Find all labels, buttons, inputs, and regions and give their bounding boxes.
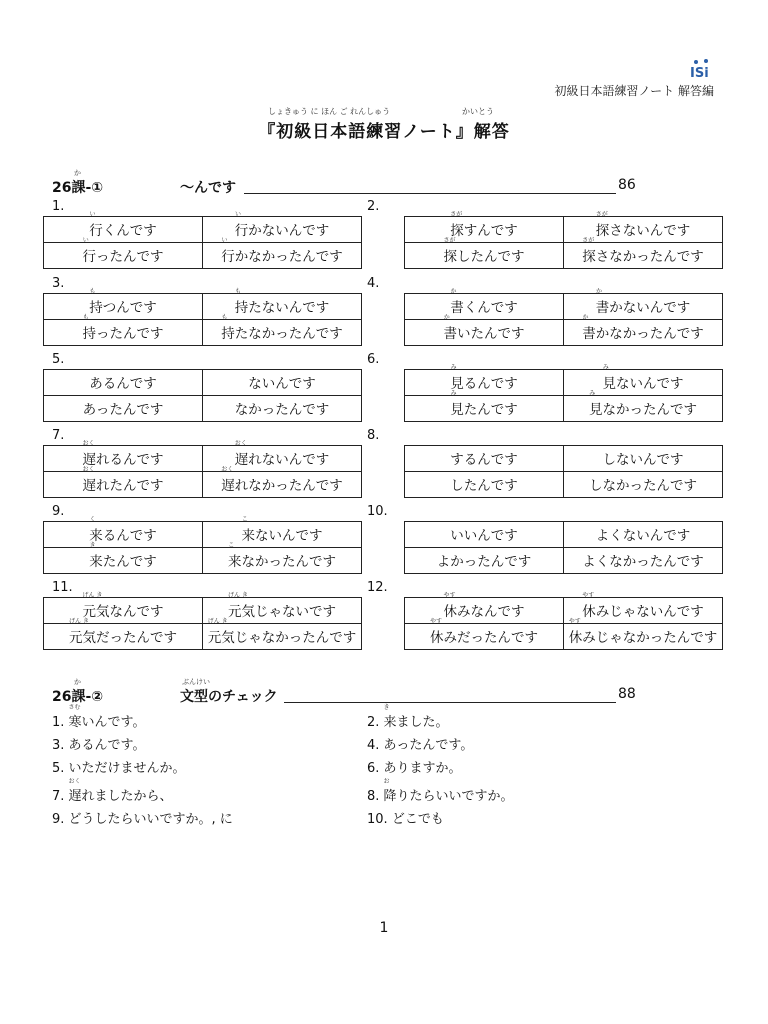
check-answer (52, 734, 146, 753)
conjugation-text: 元気なんです (82, 604, 164, 620)
furigana: い (235, 211, 242, 218)
conjugation-cell (405, 314, 564, 346)
check-text: 寒いんです。 (68, 715, 146, 730)
conjugation-table (404, 288, 723, 346)
conjugation-text: 見ないんです (602, 376, 684, 392)
check-content (384, 757, 462, 776)
check-content (383, 704, 449, 730)
title-ruby-answer: かいとう (462, 107, 494, 116)
cell-content (82, 237, 164, 268)
conjugation-cell (44, 440, 203, 472)
cell-content (603, 448, 684, 471)
check-text: あったんです。 (383, 738, 474, 753)
conjugation-cell (405, 522, 564, 548)
cell-content (596, 524, 691, 547)
conjugation-table (404, 445, 723, 498)
exercise-number: 8. (367, 428, 380, 443)
logo-text: ISi (690, 66, 709, 80)
conjugation-cell (405, 364, 564, 396)
furigana: おく (68, 778, 81, 785)
conjugation-cell (564, 446, 723, 472)
check-number: 1. (52, 715, 65, 730)
cell-content (443, 592, 525, 623)
lesson-1-underline (244, 193, 616, 194)
conjugation-cell (203, 237, 362, 269)
exercise-number: 5. (52, 352, 65, 367)
check-text: いただけませんか。 (68, 761, 186, 776)
furigana: か (450, 288, 457, 295)
conjugation-cell (44, 211, 203, 243)
table-row (405, 320, 723, 346)
conjugation-text: 探すんです (450, 223, 518, 239)
conjugation-text: しないんです (602, 452, 684, 468)
conjugation-text: 元気じゃなかったんです (207, 630, 357, 646)
cell-content (589, 390, 697, 421)
conjugation-text: 休みなんです (443, 604, 525, 620)
conjugation-text: 探さないんです (595, 223, 691, 239)
furigana: い (221, 237, 228, 244)
conjugation-table (404, 592, 723, 650)
furigana: も (221, 314, 228, 321)
conjugation-cell (44, 396, 203, 422)
exercise-number: 10. (367, 504, 388, 519)
conjugation-cell (44, 466, 203, 498)
conjugation-cell (564, 390, 723, 422)
furigana: やす (568, 618, 581, 625)
conjugation-text: 休みだったんです (430, 630, 538, 646)
page-title: 『初級日本語練習ノート』解答 (258, 122, 510, 142)
cell-content (228, 542, 336, 573)
check-content (384, 734, 474, 753)
cell-content (221, 237, 343, 268)
furigana: も (235, 288, 242, 295)
check-answer (52, 778, 173, 804)
furigana: い (89, 211, 96, 218)
conjugation-text: 行くんです (89, 223, 157, 239)
furigana: げん き (207, 618, 228, 625)
cell-content (450, 524, 518, 547)
conjugation-cell (405, 548, 564, 574)
cell-content (221, 314, 343, 345)
conjugation-text: 見たんです (450, 402, 518, 418)
cell-content (602, 364, 684, 395)
lesson-2-label: 26課-② (52, 689, 104, 705)
furigana: も (89, 288, 96, 295)
check-text: どこでも (391, 812, 444, 827)
conjugation-text: よかったんです (436, 554, 532, 570)
cell-content (582, 314, 704, 345)
furigana: み (602, 364, 609, 371)
furigana: く (89, 516, 96, 523)
cell-content (443, 314, 525, 345)
exercise-number: 11. (52, 580, 73, 595)
conjugation-text: 書いたんです (443, 326, 525, 342)
furigana: げん き (69, 618, 89, 625)
furigana: か (582, 314, 589, 321)
exercise-number: 6. (367, 352, 380, 367)
check-content (383, 778, 514, 804)
cell-content (241, 516, 323, 547)
check-content (392, 808, 444, 827)
conjugation-cell (203, 466, 362, 498)
furigana: み (450, 364, 457, 371)
cell-content (450, 448, 518, 471)
lesson-2-label-ruby: か (74, 678, 81, 686)
conjugation-cell (44, 314, 203, 346)
furigana: げん き (82, 592, 103, 599)
conjugation-text: 探さなかったんです (582, 249, 704, 265)
conjugation-cell (44, 370, 203, 396)
conjugation-cell (564, 472, 723, 498)
conjugation-table (43, 516, 362, 574)
furigana: み (589, 390, 596, 397)
table-row (405, 624, 723, 650)
conjugation-cell (564, 522, 723, 548)
conjugation-text: 書かなかったんです (582, 326, 704, 342)
conjugation-cell (44, 288, 203, 320)
cell-content (450, 211, 518, 242)
furigana: やす (582, 592, 595, 599)
conjugation-cell (405, 288, 564, 320)
cell-content (450, 364, 518, 395)
check-number: 3. (52, 738, 65, 753)
furigana: おく (82, 466, 95, 473)
furigana: さが (582, 237, 595, 244)
cell-content (82, 314, 164, 345)
conjugation-cell (203, 396, 362, 422)
conjugation-text: 行かなかったんです (221, 249, 343, 265)
furigana: き (383, 704, 390, 711)
conjugation-text: なかったんです (234, 402, 330, 418)
conjugation-text: 遅れないんです (234, 452, 330, 468)
conjugation-cell (564, 237, 723, 269)
conjugation-table (43, 369, 362, 422)
cell-content (207, 618, 357, 649)
cell-content (234, 288, 330, 319)
conjugation-table (404, 521, 723, 574)
cell-content (443, 237, 525, 268)
furigana: こ (228, 542, 235, 549)
conjugation-cell (203, 370, 362, 396)
furigana: さが (450, 211, 463, 218)
table-row (405, 243, 723, 269)
conjugation-text: しなかったんです (589, 478, 697, 494)
conjugation-text: 休みじゃなかったんです (568, 630, 718, 646)
conjugation-cell (203, 314, 362, 346)
check-text: 来ました。 (383, 715, 449, 730)
check-number: 4. (367, 738, 380, 753)
conjugation-text: 来ないんです (241, 528, 323, 544)
furigana: さが (443, 237, 456, 244)
furigana: げん き (228, 592, 248, 599)
check-answer (52, 757, 186, 776)
table-row (44, 598, 362, 624)
cell-content (69, 618, 177, 649)
cell-content (89, 288, 157, 319)
conjugation-text: 探したんです (443, 249, 525, 265)
cell-content (89, 211, 157, 242)
conjugation-cell (405, 390, 564, 422)
cell-content (89, 516, 157, 547)
furigana: か (443, 314, 450, 321)
furigana: さが (595, 211, 608, 218)
furigana: い (82, 237, 89, 244)
table-row (44, 320, 362, 346)
table-row (44, 294, 362, 320)
cell-content (82, 466, 164, 497)
conjugation-cell (44, 237, 203, 269)
exercise-number: 12. (367, 580, 388, 595)
conjugation-text: 来なかったんです (228, 554, 336, 570)
exercise-number: 2. (367, 199, 380, 214)
cell-content (235, 398, 330, 421)
conjugation-text: 行ったんです (82, 249, 164, 265)
table-row (405, 472, 723, 498)
cell-content (248, 372, 316, 395)
cell-content (89, 542, 157, 573)
check-content (69, 757, 186, 776)
check-text: 遅れましたから、 (68, 789, 173, 804)
cell-content (595, 288, 691, 319)
conjugation-cell (203, 516, 362, 548)
conjugation-cell (564, 592, 723, 624)
conjugation-text: 遅れるんです (82, 452, 164, 468)
check-text: どうしたらいいですか。, に (68, 812, 233, 827)
table-row (405, 446, 723, 472)
conjugation-text: 遅れたんです (82, 478, 164, 494)
check-number: 8. (367, 789, 380, 804)
conjugation-text: 書くんです (450, 300, 518, 316)
cell-content (234, 211, 330, 242)
conjugation-cell (203, 618, 362, 650)
conjugation-text: 元気だったんです (69, 630, 177, 646)
furigana: さむ (68, 704, 81, 711)
conjugation-cell (44, 592, 203, 624)
cell-content (89, 372, 157, 395)
check-answer (367, 757, 462, 776)
conjugation-table (404, 364, 723, 422)
check-answer (52, 704, 146, 730)
cell-content (437, 550, 532, 573)
conjugation-table (404, 211, 723, 269)
check-text: ありますか。 (383, 761, 462, 776)
check-number: 6. (367, 761, 380, 776)
cell-content (234, 440, 330, 471)
conjugation-cell (405, 211, 564, 243)
check-number: 2. (367, 715, 380, 730)
furigana: か (596, 288, 603, 295)
table-row (44, 396, 362, 422)
exercise-number: 3. (52, 276, 65, 291)
conjugation-text: するんです (450, 452, 518, 468)
lesson-2-page: 88 (618, 686, 636, 702)
conjugation-cell (203, 542, 362, 574)
conjugation-cell (405, 592, 564, 624)
conjugation-cell (44, 516, 203, 548)
check-answer (367, 808, 444, 827)
cell-content (582, 550, 704, 573)
lesson-1-label: 26課-① (52, 180, 104, 196)
check-answer (52, 808, 233, 827)
conjugation-text: よくないんです (595, 528, 691, 544)
table-row (405, 294, 723, 320)
table-row (405, 522, 723, 548)
check-text: あるんです。 (68, 738, 146, 753)
conjugation-cell (564, 618, 723, 650)
lesson-1-page: 86 (618, 177, 636, 193)
exercise-number: 9. (52, 504, 65, 519)
conjugation-cell (405, 237, 564, 269)
table-row (405, 396, 723, 422)
check-number: 5. (52, 761, 65, 776)
conjugation-cell (564, 314, 723, 346)
furigana: やす (430, 618, 443, 625)
isi-logo (688, 58, 714, 80)
conjugation-text: 来るんです (89, 528, 157, 544)
cell-content (568, 618, 718, 649)
furigana: おく (221, 466, 234, 473)
lesson-2-heading-ruby: ぶんけい (182, 678, 210, 686)
check-answer (367, 704, 449, 730)
conjugation-text: ないんです (248, 376, 316, 392)
conjugation-text: いいんです (450, 528, 518, 544)
furigana: おく (82, 440, 95, 447)
conjugation-text: 書かないんです (595, 300, 691, 316)
conjugation-text: 遅れなかったんです (221, 478, 343, 494)
conjugation-table (43, 288, 362, 346)
conjugation-text: 元気じゃないです (228, 604, 336, 620)
furigana: こ (241, 516, 248, 523)
lesson-2-heading: 文型のチェック (180, 689, 278, 705)
table-row (44, 624, 362, 650)
cell-content (595, 211, 691, 242)
conjugation-text: したんです (450, 478, 518, 494)
table-row (44, 217, 362, 243)
conjugation-table (43, 211, 362, 269)
header-caption: 初級日本語練習ノート 解答編 (554, 84, 714, 98)
cell-content (589, 474, 697, 497)
conjugation-text: 行かないんです (234, 223, 330, 239)
cell-content (82, 440, 164, 471)
table-row (405, 548, 723, 574)
cell-content (228, 592, 336, 623)
lesson-1-heading: ～んです (180, 180, 236, 196)
check-answer (367, 778, 514, 804)
check-number: 10. (367, 812, 388, 827)
conjugation-text: あるんです (89, 376, 157, 392)
conjugation-text: 見なかったんです (589, 402, 697, 418)
cell-content (450, 474, 518, 497)
table-row (44, 472, 362, 498)
check-content (68, 778, 173, 804)
conjugation-cell (405, 446, 564, 472)
conjugation-cell (405, 618, 564, 650)
check-text: 降りたらいいですか。 (383, 789, 514, 804)
conjugation-cell (44, 618, 203, 650)
conjugation-text: 持つんです (89, 300, 157, 316)
check-content (69, 734, 146, 753)
table-row (44, 548, 362, 574)
conjugation-cell (564, 364, 723, 396)
table-row (405, 598, 723, 624)
lesson-1-label-ruby: か (74, 169, 81, 177)
page-number: 1 (379, 920, 389, 936)
cell-content (221, 466, 343, 497)
cell-content (450, 288, 518, 319)
check-answer (367, 734, 473, 753)
title-ruby-main: しょきゅう に ほん ご れんしゅう (268, 107, 391, 116)
furigana: み (450, 390, 457, 397)
exercise-number: 1. (52, 199, 65, 214)
cell-content (430, 618, 538, 649)
furigana: も (82, 314, 89, 321)
cell-content (582, 237, 704, 268)
cell-content (450, 390, 518, 421)
exercise-number: 4. (367, 276, 380, 291)
table-row (44, 243, 362, 269)
cell-content (83, 398, 164, 421)
furigana: き (89, 542, 96, 549)
conjugation-text: 見るんです (450, 376, 518, 392)
conjugation-text: 休みじゃないんです (582, 604, 704, 620)
furigana: お (383, 778, 390, 785)
conjugation-table (43, 440, 362, 498)
conjugation-text: 持ったんです (82, 326, 164, 342)
conjugation-cell (564, 548, 723, 574)
cell-content (582, 592, 704, 623)
check-number: 7. (52, 789, 65, 804)
conjugation-text: あったんです (82, 402, 164, 418)
conjugation-table (43, 592, 362, 650)
table-row (44, 370, 362, 396)
check-content (68, 704, 146, 730)
conjugation-cell (44, 542, 203, 574)
exercise-number: 7. (52, 428, 65, 443)
check-number: 9. (52, 812, 65, 827)
conjugation-text: よくなかったんです (582, 554, 704, 570)
conjugation-text: 来たんです (89, 554, 157, 570)
furigana: やす (443, 592, 456, 599)
check-content (69, 808, 233, 827)
furigana: おく (234, 440, 247, 447)
conjugation-text: 持たなかったんです (221, 326, 343, 342)
conjugation-cell (405, 472, 564, 498)
lesson-2-underline (284, 702, 616, 703)
cell-content (82, 592, 164, 623)
conjugation-text: 持たないんです (234, 300, 330, 316)
